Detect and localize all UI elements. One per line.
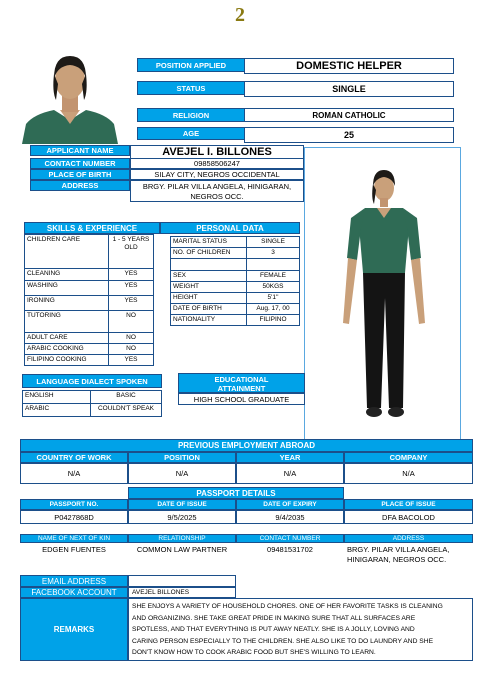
table-row — [171, 248, 300, 259]
personal-label: SEX — [171, 271, 247, 282]
personal-label: DATE OF BIRTH — [171, 304, 247, 315]
table-row — [25, 296, 154, 311]
personal-label: MARITAL STATUS — [171, 237, 247, 248]
skill-value: YES — [109, 296, 154, 311]
personal-data-table — [170, 236, 300, 326]
table-row — [25, 311, 154, 333]
kin-address-line-2: HINIGARAN, NEGROS OCC. — [347, 555, 447, 564]
passport-issue-date: 9/5/2025 — [128, 510, 236, 524]
facebook-label: FACEBOOK ACCOUNT — [20, 587, 128, 598]
education-value: HIGH SCHOOL GRADUATE — [178, 393, 305, 405]
table-row — [171, 282, 300, 293]
kin-header-row — [20, 534, 473, 543]
contact-number-value: 09858506247 — [130, 158, 304, 169]
employment-title: PREVIOUS EMPLOYMENT ABROAD — [20, 439, 473, 452]
employment-header-position: POSITION — [128, 452, 236, 463]
applicant-name-label: APPLICANT NAME — [30, 145, 130, 156]
applicant-headshot — [20, 44, 120, 144]
email-value — [128, 575, 236, 587]
language-level: BASIC — [91, 391, 162, 404]
skill-name: WASHING — [25, 281, 109, 296]
skill-name: TUTORING — [25, 311, 109, 333]
employment-data-row — [20, 463, 473, 484]
skill-value: NO — [109, 311, 154, 333]
kin-data-row — [20, 543, 473, 565]
address-label: ADDRESS — [30, 180, 130, 191]
kin-header-name: NAME OF NEXT OF KIN — [20, 534, 128, 543]
kin-header-relationship: RELATIONSHIP — [128, 534, 236, 543]
address-line-1: BRGY. PILAR VILLA ANGELA, HINIGARAN, — [142, 182, 292, 191]
skills-table — [24, 234, 154, 366]
skill-name: IRONING — [25, 296, 109, 311]
personal-label: HEIGHT — [171, 293, 247, 304]
passport-header-issue-date: DATE OF ISSUE — [128, 499, 236, 510]
skill-value: NO — [109, 333, 154, 344]
skill-name: ARABIC COOKING — [25, 344, 109, 355]
personal-value: FILIPINO — [247, 315, 300, 326]
skill-name: ADULT CARE — [25, 333, 109, 344]
kin-address-line-1: BRGY. PILAR VILLA ANGELA, — [347, 545, 450, 554]
contact-number-label: CONTACT NUMBER — [30, 158, 130, 169]
remarks-line: SPOTLESS, AND THAT EVERYTHING IS PUT AWAY NEATLY. SHE IS A JOLLY, LOVING AND — [132, 626, 415, 633]
position-applied-label: POSITION APPLIED — [137, 58, 245, 72]
age-value: 25 — [244, 127, 454, 143]
kin-name: EDGEN FUENTES — [42, 545, 106, 554]
skill-value: YES — [109, 269, 154, 281]
status-label: STATUS — [137, 81, 245, 95]
table-row — [171, 293, 300, 304]
table-row — [25, 355, 154, 366]
skills-title: SKILLS & EXPERIENCE — [24, 222, 160, 234]
employment-header-company: COMPANY — [344, 452, 473, 463]
language-name: ENGLISH — [23, 391, 91, 404]
personal-value: SINGLE — [247, 237, 300, 248]
language-name: ARABIC — [23, 404, 91, 417]
education-title — [178, 373, 305, 393]
kin-relationship: COMMON LAW PARTNER — [136, 545, 228, 554]
applicant-full-body-photo — [304, 147, 461, 440]
address-line-2: NEGROS OCC. — [190, 192, 244, 201]
passport-header-row — [20, 499, 473, 510]
personal-value: 3 — [247, 248, 300, 259]
personal-label: NO. OF CHILDREN — [171, 248, 247, 259]
personal-value: 5'1'' — [247, 293, 300, 304]
age-label: AGE — [137, 127, 245, 140]
personal-data-title: PERSONAL DATA — [160, 222, 300, 234]
passport-header-number: PASSPORT NO. — [20, 499, 128, 510]
table-row — [25, 344, 154, 355]
table-row — [171, 315, 300, 326]
personal-value: FEMALE — [247, 271, 300, 282]
table-row — [25, 281, 154, 296]
page-number: 2 — [235, 4, 245, 26]
position-applied-value: DOMESTIC HELPER — [244, 58, 454, 74]
kin-header-contact: CONTACT NUMBER — [236, 534, 344, 543]
table-row — [23, 391, 162, 404]
skill-name: CLEANING — [25, 269, 109, 281]
passport-number: P0427868D — [20, 510, 128, 524]
remarks-line: DON'T KNOW HOW TO COOK ARABIC FOOD BUT SHE'S WILLING TO LEARN. — [132, 649, 376, 656]
employment-header-row — [20, 452, 473, 463]
skill-value: YES — [109, 281, 154, 296]
table-row — [171, 237, 300, 248]
remarks-line: CARING PERSON ESPECIALLY TO THE CHILDREN. SHE ALSO LIKE TO DO LAUNDRY AND SHE — [132, 637, 434, 645]
language-table — [22, 390, 162, 417]
kin-contact: 09481531702 — [267, 545, 313, 554]
employment-position: N/A — [128, 463, 236, 484]
table-row — [23, 404, 162, 417]
religion-value: ROMAN CATHOLIC — [244, 108, 454, 122]
status-value: SINGLE — [244, 81, 454, 97]
address-value — [130, 180, 304, 202]
passport-title: PASSPORT DETAILS — [128, 487, 344, 499]
skill-value: YES — [109, 355, 154, 366]
table-row — [25, 333, 154, 344]
employment-header-country: COUNTRY OF WORK — [20, 452, 128, 463]
personal-label: WEIGHT — [171, 282, 247, 293]
employment-country: N/A — [20, 463, 128, 484]
applicant-name-value: AVEJEL I. BILLONES — [130, 145, 304, 158]
table-row — [25, 269, 154, 281]
skill-name: FILIPINO COOKING — [25, 355, 109, 366]
language-level: COULDN'T SPEAK — [91, 404, 162, 417]
email-label: EMAIL ADDRESS — [20, 575, 128, 587]
personal-label: NATIONALITY — [171, 315, 247, 326]
table-row — [171, 304, 300, 315]
passport-data-row — [20, 510, 473, 524]
religion-label: RELIGION — [137, 108, 245, 122]
skill-value: 1 - 5 YEARS OLD — [109, 235, 154, 269]
employment-header-year: YEAR — [236, 452, 344, 463]
passport-place: DFA BACOLOD — [344, 510, 473, 524]
kin-address — [344, 543, 473, 565]
skill-value: NO — [109, 344, 154, 355]
personal-value: Aug. 17, 00 — [247, 304, 300, 315]
passport-expiry-date: 9/4/2035 — [236, 510, 344, 524]
table-row — [171, 259, 300, 271]
language-title: LANGUAGE DIALECT SPOKEN — [22, 374, 162, 388]
passport-header-place: PLACE OF ISSUE — [344, 499, 473, 510]
education-title-line-1: EDUCATIONAL — [214, 375, 269, 384]
employment-year: N/A — [236, 463, 344, 484]
table-row — [171, 271, 300, 282]
facebook-value: AVEJEL BILLONES — [128, 587, 236, 598]
place-of-birth-label: PLACE OF BIRTH — [30, 169, 130, 180]
personal-value: 50KGS — [247, 282, 300, 293]
kin-header-address: ADDRESS — [344, 534, 473, 543]
education-title-line-2: ATTAINMENT — [217, 384, 266, 393]
skill-name: CHILDREN CARE — [25, 235, 109, 269]
headshot-image — [20, 44, 120, 144]
full-body-image — [305, 148, 460, 439]
place-of-birth-value: SILAY CITY, NEGROS OCCIDENTAL — [130, 169, 304, 180]
table-row — [25, 235, 154, 269]
remarks-text — [128, 598, 473, 661]
remarks-label: REMARKS — [20, 598, 128, 661]
remarks-line: AND ORGANIZING. SHE TAKE GREAT PRIDE IN MAKING SURE THAT ALL SURFACES ARE — [132, 614, 416, 622]
employment-company: N/A — [344, 463, 473, 484]
remarks-line: SHE ENJOYS A VARIETY OF HOUSEHOLD CHORES. ONE OF HER FAVORITE TASKS IS CLEANING — [132, 603, 443, 610]
passport-header-expiry-date: DATE OF EXPIRY — [236, 499, 344, 510]
